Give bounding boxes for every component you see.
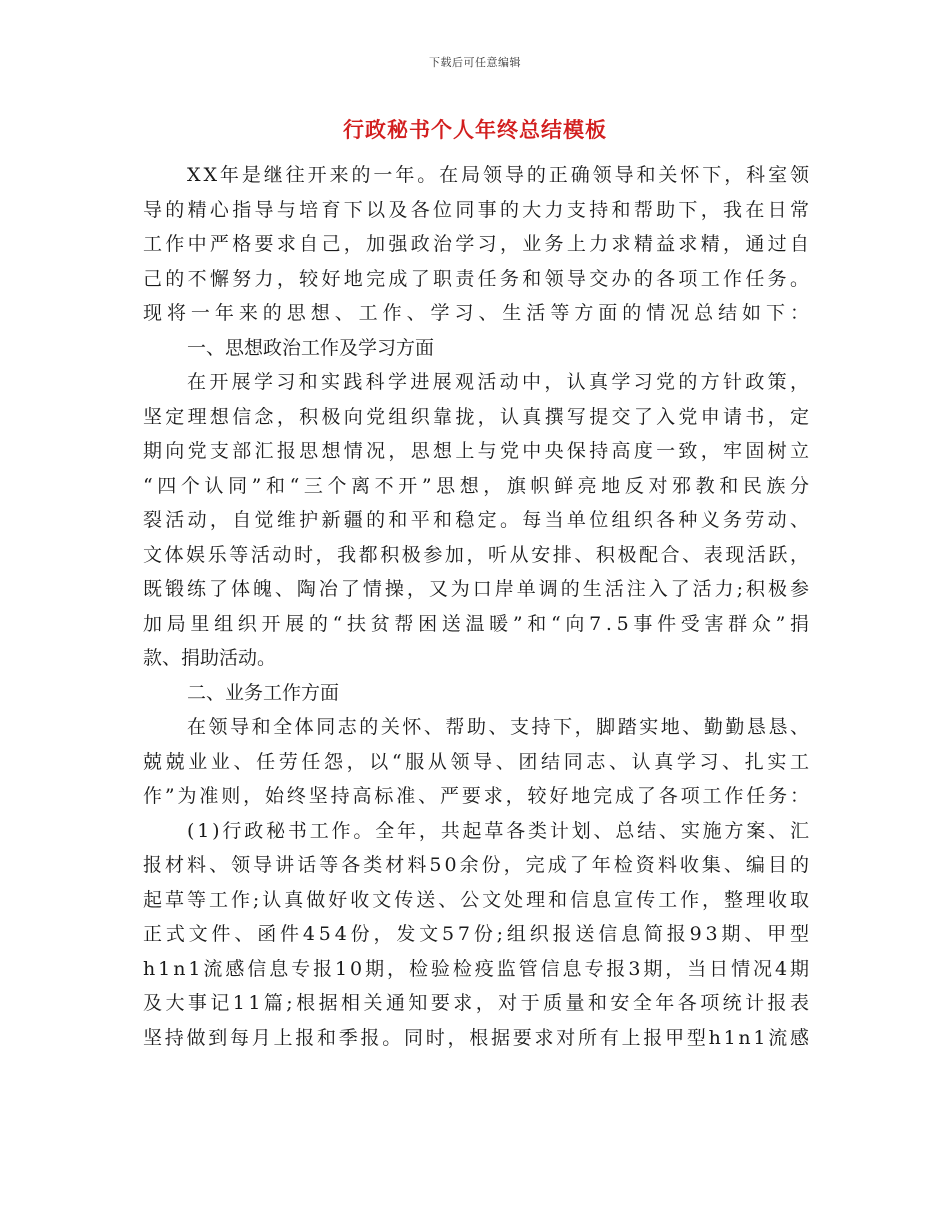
text-line: 工作中严格要求自己，加强政治学习，业务上力求精益求精，通过自 xyxy=(143,233,813,255)
text-line: 款、捐助活动。 xyxy=(143,647,277,669)
text-line: 坚定理想信念，积极向党组织靠拢，认真撰写提交了入党申请书，定 xyxy=(143,405,813,428)
text-line: 兢兢业业、任劳任怨，以“服从领导、团结同志、认真学习、扎实工 xyxy=(143,750,813,773)
text-line: 正式文件、函件454份，发文57份;组织报送信息简报93期、甲型 xyxy=(143,923,813,945)
text-line: (1)行政秘书工作。全年，共起草各类计划、总结、实施方案、汇 xyxy=(187,819,812,842)
document-body xyxy=(143,158,814,1055)
text-line: 裂活动，自觉维护新疆的和平和稳定。每当单位组织各种义务劳动、 xyxy=(143,509,813,531)
text-line: 坚持做到每月上报和季报。同时，根据要求对所有上报甲型h1n1流感 xyxy=(143,1026,812,1049)
text-line: 及大事记11篇;根据相关通知要求，对于质量和安全年各项统计报表 xyxy=(143,992,813,1014)
text-line: 作”为准则，始终坚持高标准、严要求，较好地完成了各项工作任务： xyxy=(143,785,812,807)
text-line: 报材料、领导讲话等各类材料50余份，完成了年检资料收集、编目的 xyxy=(143,854,813,876)
text-line: 文体娱乐等活动时，我都积极参加，听从安排、积极配合、表现活跃， xyxy=(143,543,812,566)
text-line: h1n1流感信息专报10期，检验检疫监管信息专报3期，当日情况4期 xyxy=(143,957,812,980)
text-line: “四个认同”和“三个离不开”思想，旗帜鲜亮地反对邪教和民族分 xyxy=(143,474,814,497)
text-line: 己的不懈努力，较好地完成了职责任务和领导交办的各项工作任务。 xyxy=(143,267,813,290)
page-header: 下载后可任意编辑 xyxy=(429,56,521,69)
text-line: 在开展学习和实践科学进展观活动中，认真学习党的方针政策， xyxy=(187,371,813,393)
document-title: 行政秘书个人年终总结模板 xyxy=(343,118,607,142)
text-line: 既锻练了体魄、陶冶了情操，又为口岸单调的生活注入了活力;积极参 xyxy=(143,578,812,600)
text-line: 加局里组织开展的“扶贫帮困送温暖”和“向7.5事件受害群众”捐 xyxy=(143,612,814,635)
text-line: 导的精心指导与培育下以及各位同事的大力支持和帮助下，我在日常 xyxy=(143,198,813,221)
text-line: 期向党支部汇报思想情况，思想上与党中央保持高度一致，牢固树立 xyxy=(143,440,813,462)
text-line: 在领导和全体同志的关怀、帮助、支持下，脚踏实地、勤勤恳恳、 xyxy=(187,716,812,738)
text-line: 现将一年来的思想、工作、学习、生活等方面的情况总结如下： xyxy=(143,302,814,324)
text-line: 一、思想政治工作及学习方面 xyxy=(187,336,435,359)
text-line: XX年是继往开来的一年。在局领导的正确领导和关怀下，科室领 xyxy=(187,164,812,186)
text-line: 起草等工作;认真做好收文传送、公文处理和信息宣传工作，整理收取 xyxy=(143,888,812,911)
text-line: 二、业务工作方面 xyxy=(187,681,340,704)
